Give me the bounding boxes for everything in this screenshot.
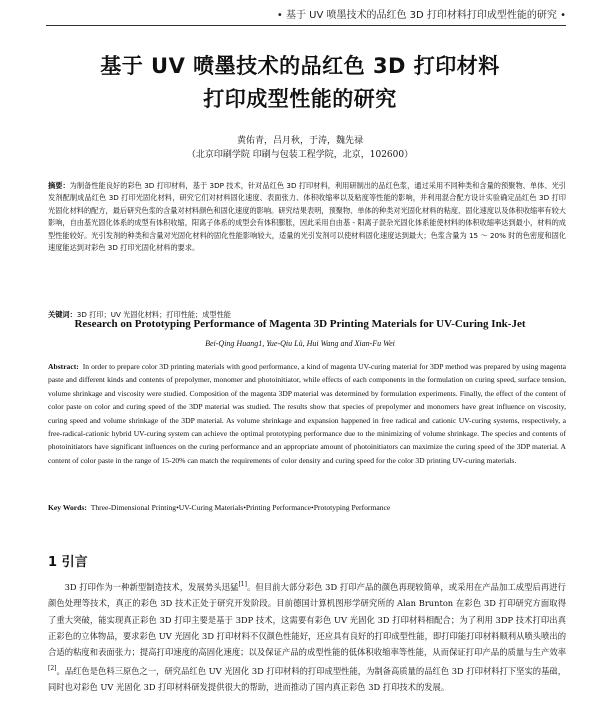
keywords-cn-text: 3D 打印；UV 光固化材料；打印性能；成型性能 <box>76 310 231 319</box>
section-title-introduction: 1 引言 <box>48 555 88 570</box>
title-cn-line2: 打印成型性能的研究 <box>203 87 397 111</box>
citation-ref-2: [2] <box>48 664 57 672</box>
keywords-en <box>48 503 390 512</box>
authors-cn: 黄佑青，吕月秋，于涛，魏先禄 <box>236 136 363 146</box>
running-head: • 基于 UV 喷墨技术的品红色 3D 打印材料打印成型性能的研究 • <box>276 10 566 21</box>
citation-ref-1: [1] <box>238 581 247 588</box>
abstract-cn-label: 摘要： <box>48 181 70 190</box>
introduction-body <box>48 577 566 695</box>
authors-en: Bei-Qing Huang1, Yue-Qiu Lü, Hui Wang and Xian-Fu Wei <box>205 339 395 348</box>
keywords-en-text: Three-Dimensional Printing•UV-Curing Materials•Printing Performance•Prototyping Performance <box>90 503 391 512</box>
intro-text-b: 。但目前大部分彩色 3D 打印产品的颜色再现较简单，或采用在产品加工成型后再进行颜色处理等技术，真正的彩色 3D 技术正处于研究开发阶段。目前德国计算机图形学研究所的 Alan Brunton 在彩色 3D 打印研究方面取得了重大突破，能实现真正彩色 3D 打印主要是基于 3DP 技术，这需要有彩色 UV 光固化 3D 打印材料相配合；为了利用 3DP 技术打印出真正彩色的立体物品，要求彩色 UV 光固化 3D 打印材料不仅颜色性能好，还应具有良好的打印成型性能，即打印能打印材料顺利从喷头喷出的合适的粘度和表面张力；提高打印速度的高固化速度；以及保证产品的成型性能的低体积收缩率等性能，从而保证打印产品的质量与生产效率 <box>48 581 566 658</box>
affiliation-cn: （北京印刷学院 印刷与包装工程学院，北京，102600） <box>186 150 414 160</box>
keywords-en-label: Key Words: <box>48 503 87 512</box>
intro-text-c: 。品红色是色料三原色之一，研究品红色 UV 光固化 3D 打印材料的打印成型性能，为制备高质量的品红色 3D 打印材料打下坚实的基础，同时也对彩色 UV 光固化 3D 打印材料研发提供很大的帮助，进而推动了国内真正彩色 3D 打印技术的发展。 <box>48 665 566 692</box>
abstract-en-text: In order to prepare color 3D printing materials with good performance, a kind of magenta UV-curing material for 3DP method was prepared by using magenta paste and different kinds and contents of prepolymer, monomer and photoinitiator, while effects of each components in the formulation on curing speed, surface tension, volume shrinkage and viscosity were studied. Composition of the magenta 3DP material was determined by formulation experiments. Finally, the effect of the content of color paste on color and curing speed of the 3DP material was studied. The results show that species of prepolymer and monomers have great influence on viscosity, curing speed and volume shrinkage of the 3DP material. As volume shrinkage and expansion happened in free radical and cationic UV-curing systems, respectively, a free-radical-cationic hybrid UV-curing system can achieve the optimal prototyping performance due to the minimizing of volume shrinkage. The species and contents of photoinitiators have significant influences on the curing performance and an appropriate amount of photoinitiators can maximize the curing speed of the 3DP material. A content of color paste in the range of 15-20% can match the requirements of color density and curing speed for the color 3D printing UV-curing materials. <box>48 362 567 465</box>
header-rule <box>46 25 566 26</box>
intro-text-a: 3D 打印作为一种新型制造技术，发展势头迅猛 <box>64 581 239 592</box>
keywords-cn-label: 关键词： <box>48 310 77 319</box>
abstract-cn-text: 为制备性能良好的彩色 3D 打印材料，基于 3DP 技术，针对品红色 3D 打印材料，利用研制出的品红色浆，通过采用不同种类和含量的预聚物、单体、光引发剂配制成品红色 3D 打印光固化材料，研究它们对材料固化速度、表面张力、体积收缩率以及粘度等性能的影响，并利用混合配方设计实验确定品红色 3D 打印光固化材料的配方，最后研究色浆的含量对材料颜色和固化速度的影响。研究结果表明，预聚物、单体的种类对光固化材料的粘度、固化速度以及体积收缩率有较大影响，自由基光固化体系的成型有体积收缩，阳离子体系的成型会有体积膨胀，因此采用自由基 - 阳离子混杂光固化体系能使材料的体积收缩率达到最小，材料的成型性能较好。光引发剂的种类和含量对光固化材料的固化性能影响较大，适量的光引发剂可以使材料固化速度达到最大；色浆含量为 15 ～ 20% 时的色密度和固化速度能达到对彩色 3D 打印光固化材料的要求。 <box>48 181 566 253</box>
abstract-en <box>48 360 566 467</box>
abstract-en-label: Abstract: <box>48 362 79 371</box>
title-en: Research on Prototyping Performance of Magenta 3D Printing Materials for UV-Curing Ink-Jet <box>74 318 526 330</box>
abstract-cn <box>48 180 566 254</box>
title-cn-line1: 基于 UV 喷墨技术的品红色 3D 打印材料 <box>100 54 500 78</box>
